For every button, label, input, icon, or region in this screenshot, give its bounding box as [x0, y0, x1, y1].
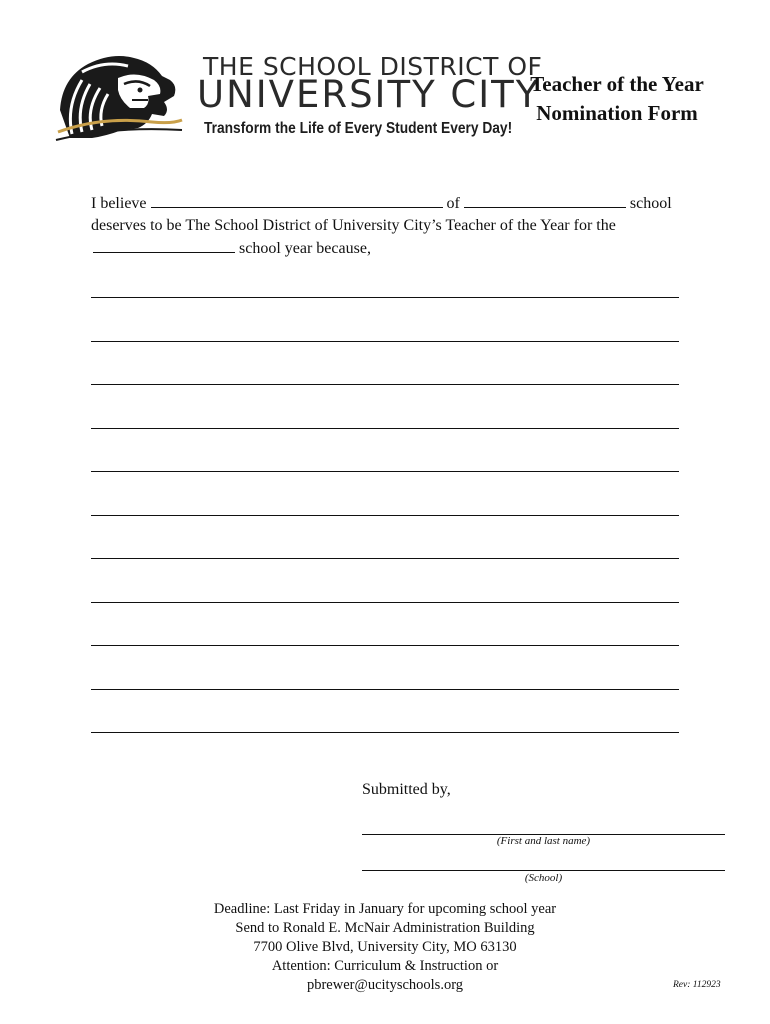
answer-line-11[interactable] — [91, 732, 679, 733]
form-title-line1: Teacher of the Year — [530, 72, 704, 96]
school-signature-line[interactable] — [362, 870, 725, 871]
intro-of: of — [446, 195, 460, 212]
name-caption: (First and last name) — [496, 835, 591, 847]
form-title — [512, 70, 722, 128]
answer-line-1[interactable] — [91, 297, 679, 298]
intro-line-1 — [91, 193, 672, 215]
answer-line-5[interactable] — [91, 471, 679, 472]
submitted-by-label: Submitted by, — [362, 781, 451, 798]
district-name-line1: THE SCHOOL DISTRICT OF — [203, 52, 543, 81]
answer-line-7[interactable] — [91, 558, 679, 559]
intro-prefix: I believe — [91, 195, 147, 212]
school-year-blank[interactable] — [93, 238, 235, 253]
district-name-line2: UNIVERSITY CITY — [197, 73, 541, 116]
answer-line-3[interactable] — [91, 384, 679, 385]
answer-line-10[interactable] — [91, 689, 679, 690]
address-text: 7700 Olive Blvd, University City, MO 63130 — [253, 939, 517, 955]
intro-line-3 — [91, 238, 371, 260]
attention-text: Attention: Curriculum & Instruction or — [271, 958, 499, 974]
intro-school-word: school — [629, 195, 672, 212]
school-caption: (School) — [524, 872, 563, 884]
revision-code: Rev: 112923 — [673, 980, 721, 990]
answer-line-9[interactable] — [91, 645, 679, 646]
school-name-blank[interactable] — [464, 193, 626, 208]
send-to-text: Send to Ronald E. McNair Administration Building — [235, 920, 535, 936]
lion-head-logo-icon — [52, 50, 184, 146]
intro-line-2: deserves to be The School District of University City’s Teacher of the Year for the — [91, 217, 616, 234]
district-tagline: Transform the Life of Every Student Every Day! — [204, 120, 513, 137]
intro-school-year-text: school year because, — [239, 240, 371, 257]
answer-line-6[interactable] — [91, 515, 679, 516]
submission-instructions — [150, 900, 620, 995]
teacher-name-blank[interactable] — [151, 193, 443, 208]
answer-line-2[interactable] — [91, 341, 679, 342]
deadline-text: Deadline: Last Friday in January for upcoming school year — [213, 901, 557, 917]
answer-line-4[interactable] — [91, 428, 679, 429]
answer-line-8[interactable] — [91, 602, 679, 603]
email-link[interactable]: pbrewer@ucityschools.org — [306, 977, 464, 993]
form-title-line2: Nomination Form — [536, 101, 698, 125]
